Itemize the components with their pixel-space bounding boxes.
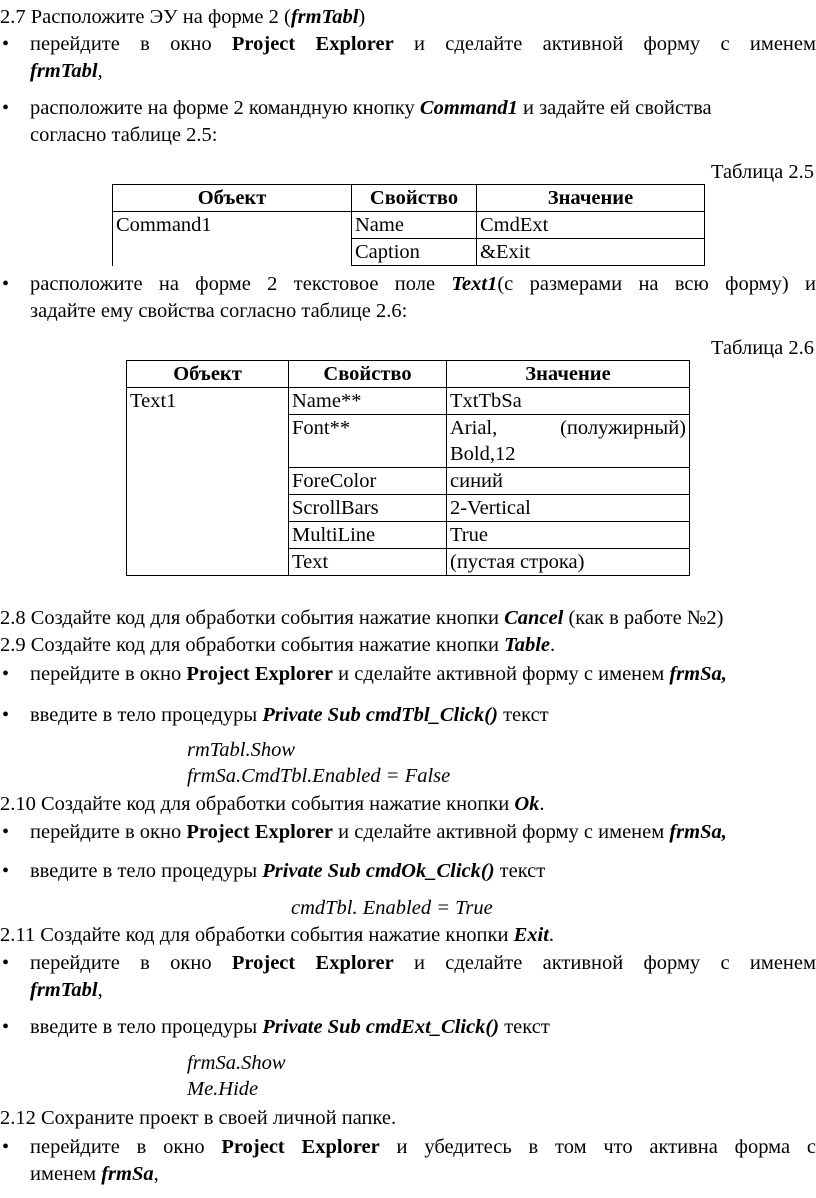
code-line: frmSa.Show [187, 1052, 286, 1074]
header-cell: Значение [447, 361, 690, 388]
bullet-icon [2, 819, 9, 846]
table-cell: Name** [289, 388, 447, 415]
table-row [127, 388, 690, 415]
table-cell: (пустая строка) [447, 549, 690, 576]
bullet-icon [2, 31, 9, 58]
table-cell: Text [289, 549, 447, 576]
table-cell: ForeColor [289, 468, 447, 495]
table-cell-object: Command1 [113, 212, 352, 266]
header-cell: Объект [127, 361, 289, 388]
header-cell: Свойство [289, 361, 447, 388]
table-cell: MultiLine [289, 522, 447, 549]
table-cell: синий [447, 468, 690, 495]
bullet-icon [2, 1134, 9, 1161]
header-cell: Объект [113, 185, 352, 212]
table-cell: 2-Vertical [447, 495, 690, 522]
code-line: frmSa.CmdTbl.Enabled = False [187, 765, 451, 787]
bullet-icon [2, 702, 9, 729]
table-row [113, 212, 705, 239]
table-cell: Font** [289, 415, 447, 468]
section-2-7-heading: 2.7 Расположите ЭУ на форме 2 (frmTabl) [0, 6, 366, 28]
table-cell: TxtTbSa [447, 388, 690, 415]
code-line: rmTabl.Show [187, 739, 296, 761]
table-2-5-caption: Таблица 2.5 [710, 161, 814, 183]
table-cell: CmdExt [477, 212, 705, 239]
bullet-icon [2, 271, 9, 298]
table-cell: True [447, 522, 690, 549]
table-cell: ScrollBars [289, 495, 447, 522]
bullet-icon [2, 950, 9, 977]
table-header-row [113, 185, 705, 212]
section-2-9-heading: 2.9 Создайте код для обработки события нажатие кнопки Table. [0, 634, 556, 656]
table-cell: Caption [352, 239, 477, 266]
header-cell: Значение [477, 185, 705, 212]
bullet-icon [2, 661, 9, 688]
section-2-10-heading: 2.10 Создайте код для обработки события нажатие кнопки Ok. [0, 793, 545, 815]
bullet-icon [2, 1014, 9, 1041]
table-cell: &Exit [477, 239, 705, 266]
table-2-6 [126, 360, 690, 576]
bullet-icon [2, 858, 9, 885]
code-line: cmdTbl. Enabled = True [291, 897, 493, 919]
table-2-5 [112, 184, 705, 266]
table-cell: Arial, (полужирный) Bold,12 [447, 415, 690, 468]
section-2-12-heading: 2.12 Сохраните проект в своей личной папке. [0, 1107, 397, 1129]
bullet-icon [2, 95, 9, 122]
section-2-11-heading: 2.11 Создайте код для обработки события нажатие кнопки Exit. [0, 924, 555, 946]
section-2-8-heading: 2.8 Создайте код для обработки события нажатие кнопки Cancel (как в работе №2) [0, 607, 724, 629]
code-line: Me.Hide [187, 1078, 259, 1100]
table-header-row [127, 361, 690, 388]
table-cell-object: Text1 [127, 388, 289, 576]
table-2-6-caption: Таблица 2.6 [710, 337, 814, 359]
table-cell: Name [352, 212, 477, 239]
header-cell: Свойство [352, 185, 477, 212]
